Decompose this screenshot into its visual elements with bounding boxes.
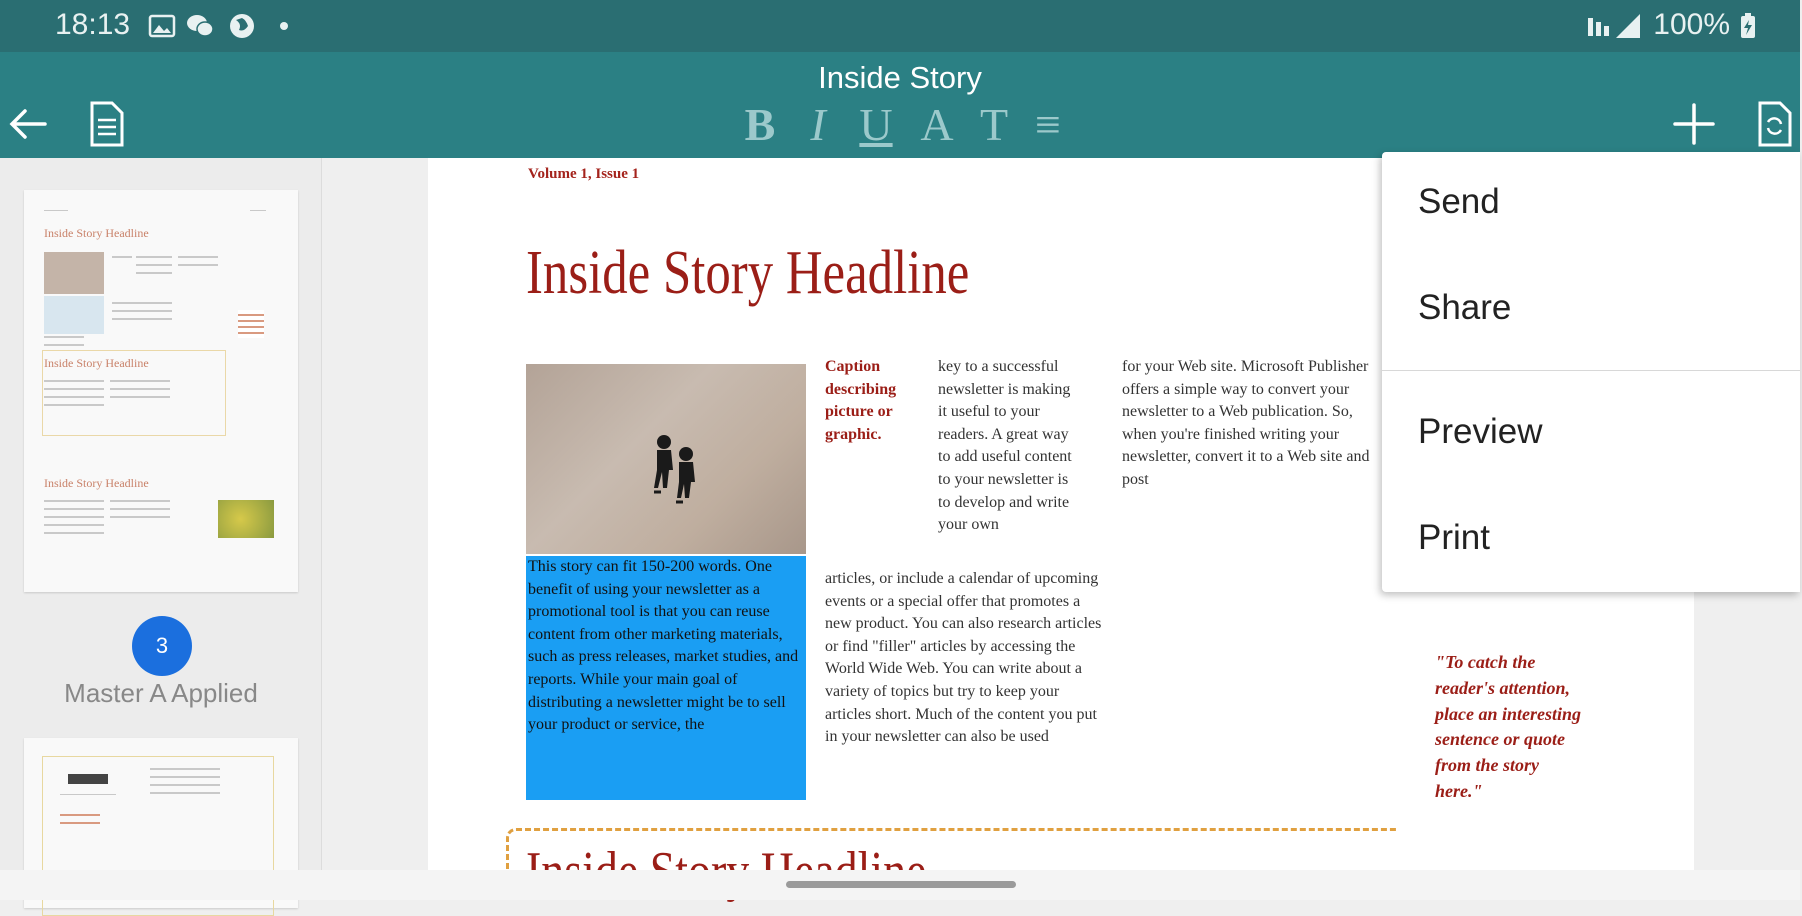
selected-story-text[interactable]: This story can fit 150-200 words. One benefit of using your newsletter as a promotional tool is that you can reuse content from other marketing materials, such as press releases, market studies, and reports. While your main goal of distributing a newsletter might be to sell your product or service, the [526, 556, 806, 800]
battery-percent: 100% [1653, 8, 1730, 41]
thumb-line [44, 516, 104, 518]
thumb-line [178, 256, 218, 258]
plus-icon [1671, 101, 1717, 147]
thumb-line [150, 768, 220, 770]
navigation-bar [0, 870, 1800, 900]
bold-button[interactable]: B [744, 99, 776, 150]
pull-quote[interactable]: "To catch the reader's attention, place an interesting sentence or quote from the story here." [1435, 652, 1582, 801]
thumb-photo [44, 252, 104, 294]
add-button[interactable] [1666, 96, 1722, 152]
menu-item-send[interactable]: Send [1418, 182, 1500, 221]
signal-icon [1614, 12, 1642, 40]
text-size-button[interactable]: T [979, 99, 1009, 150]
thumb-line [112, 310, 172, 312]
page-thumbnail-3[interactable] [24, 190, 298, 592]
thumb-quote [238, 310, 264, 338]
menu-item-share[interactable]: Share [1418, 288, 1512, 327]
thumb-line [60, 794, 116, 795]
document-title: Inside Story [818, 60, 982, 95]
thumb-box [42, 350, 226, 436]
font-color-button[interactable]: A [920, 99, 954, 150]
story-photo[interactable] [526, 364, 806, 554]
home-gesture-handle[interactable] [786, 881, 1016, 888]
thumb-line [112, 318, 172, 320]
story-column-3-top[interactable]: for your Web site. Microsoft Publisher offers a simple way to convert your newsletter to a Web publication. So, when you're finished writing your newsletter, convert it to a Web site and post [1122, 358, 1370, 488]
thumb-line [44, 532, 104, 534]
menu-item-preview[interactable]: Preview [1418, 412, 1543, 451]
thumb-line [150, 784, 220, 786]
children-walking-image [526, 364, 806, 554]
thumb-line [60, 814, 100, 816]
volume-issue-label: Volume 1, Issue 1 [528, 166, 640, 182]
page-number-badge: 3 [132, 616, 192, 676]
thumb-heading: Inside Story Headline [44, 226, 149, 240]
photo-caption[interactable]: Caption describing picture or graphic. [825, 358, 897, 443]
thumb-heading: Inside Story Headline [44, 356, 149, 370]
image-icon [148, 12, 176, 40]
thumb-logo [68, 774, 108, 784]
thumb-photo [218, 500, 274, 538]
thumb-line [60, 822, 100, 824]
document-icon [86, 100, 126, 148]
document-button[interactable] [78, 96, 134, 152]
status-time: 18:13 [55, 8, 131, 41]
story-column-2-bottom[interactable]: articles, or include a calendar of upcoming events or a special offer that promotes a new product. You can also research articles or find "filler" articles by accessing the World Wide Web. You can write about a variety of topics but try to keep your articles short. Much of the content you put in your newsletter can also be used [825, 570, 1102, 746]
thumb-line [150, 776, 220, 778]
thumb-line [44, 344, 84, 346]
thumb-line [44, 524, 104, 526]
sync-button[interactable] [1746, 96, 1802, 152]
thumb-line [44, 500, 104, 502]
thumb-heading: Inside Story Headline [44, 476, 149, 490]
back-button[interactable] [0, 96, 56, 152]
dot-icon [274, 12, 302, 40]
thumb-line [112, 256, 132, 258]
align-button[interactable]: ≡ [1035, 99, 1061, 150]
back-arrow-icon [5, 101, 51, 147]
thumb-line [112, 302, 172, 304]
thumb-line [110, 516, 170, 518]
page-thumbnails-panel [0, 158, 322, 900]
story-headline[interactable]: Inside Story Headline [526, 239, 970, 307]
thumb-line [136, 272, 172, 274]
thumb-selection [44, 296, 104, 334]
thumb-line [44, 210, 68, 211]
menu-item-print[interactable]: Print [1418, 518, 1490, 557]
thumb-line [110, 500, 170, 502]
chat-icon [186, 12, 214, 40]
underline-button[interactable]: U [859, 99, 893, 150]
story-column-2-top[interactable]: key to a successful newsletter is making it useful to your readers. A great way to add useful content to your newsletter is to develop and write your own [938, 358, 1072, 534]
sync-icon [1754, 100, 1794, 148]
status-bar [0, 0, 1800, 52]
thumb-line [110, 508, 170, 510]
italic-button[interactable]: I [810, 99, 826, 150]
thumb-line [178, 264, 218, 266]
thumb-line [136, 264, 172, 266]
thumb-line [250, 210, 266, 211]
battery-icon [1738, 12, 1758, 40]
thumb-line [136, 256, 172, 258]
toolbar [0, 52, 1800, 158]
thumb-line [44, 508, 104, 510]
thumb-line [44, 336, 84, 338]
menu-divider [1382, 370, 1800, 371]
page-master-label: Master A Applied [64, 678, 258, 708]
globe-icon [228, 12, 256, 40]
overflow-menu [1382, 152, 1800, 592]
thumb-line [150, 792, 220, 794]
